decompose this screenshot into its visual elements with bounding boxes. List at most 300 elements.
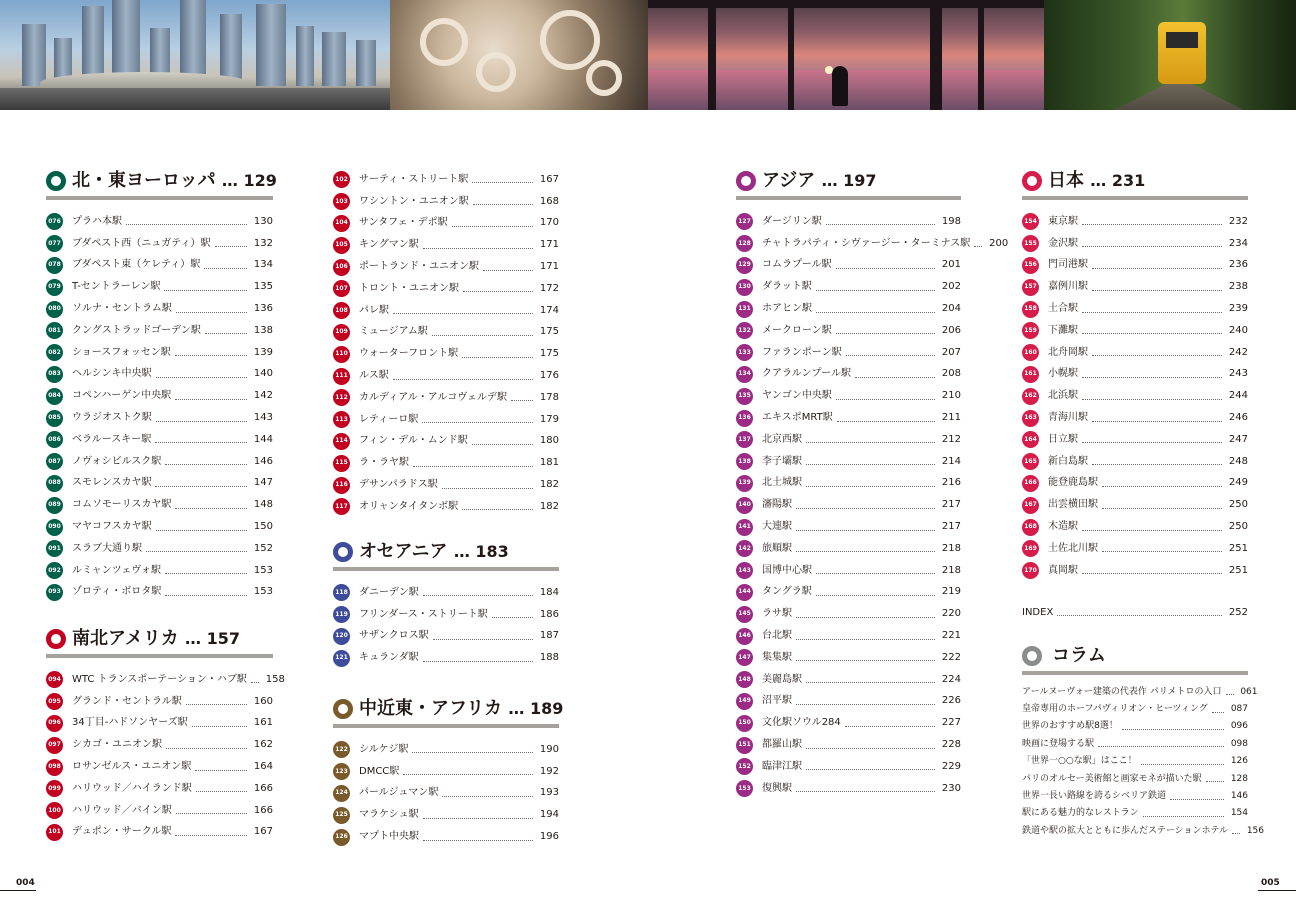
station-number-badge: 168: [1022, 519, 1039, 536]
section-start-page: … 189: [508, 699, 564, 718]
section-header: [333, 539, 559, 571]
page-number: 234: [1228, 237, 1248, 249]
dot-leader: [196, 791, 247, 792]
section-header: [46, 626, 273, 658]
page-number: 210: [941, 390, 961, 402]
station-entry[interactable]: [736, 233, 1009, 255]
station-entry[interactable]: [46, 429, 273, 451]
dot-leader: [1212, 712, 1224, 713]
station-name: T-セントラーレン駅: [72, 281, 161, 293]
station-name: ダラット駅: [762, 281, 812, 293]
station-name: キングマン駅: [359, 239, 419, 251]
column-title: 世界一長い路線を誇るシベリア鉄道: [1022, 791, 1167, 802]
dot-leader: [472, 182, 533, 183]
station-number-badge: 102: [333, 171, 350, 188]
page-number: 246: [1228, 412, 1248, 424]
station-entry[interactable]: [736, 211, 961, 233]
station-entry[interactable]: [1022, 560, 1248, 582]
station-number-badge: 157: [1022, 279, 1039, 296]
station-entry[interactable]: [333, 409, 559, 431]
dot-leader: [155, 442, 247, 443]
station-entry[interactable]: [736, 451, 961, 473]
page-number: 242: [1228, 346, 1248, 358]
station-number-badge: 113: [333, 411, 350, 428]
station-name: ダニーデン駅: [359, 586, 419, 598]
station-number-badge: 139: [736, 475, 753, 492]
station-entry[interactable]: [46, 734, 273, 756]
page-number: 150: [253, 521, 273, 533]
dot-leader: [423, 818, 533, 819]
station-number-badge: 122: [333, 741, 350, 758]
page-number: 175: [539, 348, 559, 360]
station-name: サンタフェ・デポ駅: [359, 217, 448, 229]
station-name: オリャンタイタンボ駅: [359, 500, 459, 512]
station-number-badge: 147: [736, 649, 753, 666]
dot-leader: [176, 312, 247, 313]
dot-leader: [186, 704, 247, 705]
station-entry[interactable]: [333, 213, 559, 235]
dot-leader: [1098, 746, 1224, 747]
station-name: 北土城駅: [762, 477, 802, 489]
station-entry[interactable]: [1022, 342, 1248, 364]
station-entry[interactable]: [46, 800, 273, 822]
dot-leader: [215, 246, 248, 247]
station-number-badge: 093: [46, 584, 63, 601]
station-name: 大連駅: [762, 521, 792, 533]
station-entry[interactable]: [1022, 298, 1248, 320]
station-entry[interactable]: [46, 320, 273, 342]
station-entry[interactable]: [46, 756, 273, 778]
station-entry[interactable]: [333, 647, 559, 669]
section-ring-icon: [736, 171, 756, 191]
column-entry[interactable]: [1022, 683, 1258, 700]
station-entry[interactable]: [46, 494, 273, 516]
page-number: 170: [539, 217, 559, 229]
dot-leader: [462, 357, 533, 358]
dot-leader: [165, 573, 247, 574]
station-name: 出雲横田駅: [1048, 499, 1098, 511]
station-entry[interactable]: [736, 756, 961, 778]
dot-leader: [806, 486, 935, 487]
station-number-badge: 161: [1022, 366, 1039, 383]
station-entry[interactable]: [1022, 429, 1248, 451]
station-entry[interactable]: [333, 783, 559, 805]
station-name: コムソモーリスカヤ駅: [72, 499, 172, 511]
dot-leader: [175, 508, 247, 509]
entry-list: [1022, 211, 1248, 582]
station-name: チャトラパティ・シヴァージー・ターミナス駅: [762, 237, 971, 249]
station-name: 日立駅: [1048, 433, 1078, 445]
station-entry[interactable]: [46, 691, 273, 713]
station-entry[interactable]: [333, 234, 559, 256]
station-entry[interactable]: [46, 778, 273, 800]
page-number: 240: [1228, 324, 1248, 336]
page-number: 208: [941, 368, 961, 380]
station-name: カルディアル・アルコヴェルデ駅: [359, 391, 507, 403]
station-name: ルス駅: [359, 370, 389, 382]
page-number: 221: [941, 630, 961, 642]
page-number: 171: [539, 239, 559, 251]
section-americas: [46, 626, 285, 843]
dot-leader: [176, 813, 247, 814]
station-number-badge: 162: [1022, 388, 1039, 405]
station-entry[interactable]: [736, 407, 961, 429]
station-name: サーティ・ストリート駅: [359, 173, 469, 185]
station-entry[interactable]: [736, 603, 961, 625]
column-entry[interactable]: [1022, 718, 1248, 735]
column-entry[interactable]: [1022, 787, 1248, 804]
column-entry[interactable]: [1022, 822, 1265, 839]
entry-list: [333, 582, 559, 669]
station-name: フィン・デル・ムンド駅: [359, 435, 468, 447]
station-name: 能登鹿島駅: [1048, 477, 1098, 489]
dot-leader: [1082, 224, 1222, 225]
station-number-badge: 158: [1022, 301, 1039, 318]
page-number: 217: [941, 521, 961, 533]
station-number-badge: 133: [736, 344, 753, 361]
section-title: 中近東・アフリカ: [359, 698, 503, 719]
column-entry[interactable]: [1022, 753, 1248, 770]
page-number: 186: [539, 608, 559, 620]
station-entry[interactable]: [46, 385, 273, 407]
station-entry[interactable]: [736, 342, 961, 364]
index-entry[interactable]: [1022, 607, 1248, 618]
station-entry[interactable]: [1022, 407, 1248, 429]
station-entry[interactable]: [1022, 233, 1248, 255]
page-number: 182: [539, 500, 559, 512]
station-entry[interactable]: [333, 804, 559, 826]
station-entry[interactable]: [736, 691, 961, 713]
station-entry[interactable]: [333, 761, 559, 783]
dot-leader: [1082, 246, 1222, 247]
station-entry[interactable]: [736, 625, 961, 647]
page-number: 222: [941, 651, 961, 663]
page-number: 098: [1230, 738, 1248, 749]
section-start-page: … 157: [185, 629, 240, 648]
page-number: 187: [539, 630, 559, 642]
station-name: DMCC駅: [359, 765, 400, 777]
station-name: 北京西駅: [762, 433, 802, 445]
station-name: 下灘駅: [1048, 324, 1078, 336]
station-name: レティーロ駅: [359, 413, 419, 425]
station-number-badge: 128: [736, 235, 753, 252]
station-number-badge: 114: [333, 433, 350, 450]
column-entry[interactable]: [1022, 805, 1248, 822]
station-number-badge: 138: [736, 453, 753, 470]
station-number-badge: 104: [333, 215, 350, 232]
station-entry[interactable]: [46, 669, 285, 691]
station-number-badge: 105: [333, 237, 350, 254]
station-entry[interactable]: [736, 538, 961, 560]
station-entry[interactable]: [736, 560, 961, 582]
page-number: 194: [539, 809, 559, 821]
page-number: 217: [941, 499, 961, 511]
station-number-badge: 096: [46, 715, 63, 732]
dot-leader: [204, 268, 247, 269]
station-name: スモレンスカヤ駅: [72, 477, 152, 489]
dot-leader: [1092, 421, 1222, 422]
dot-leader: [175, 835, 247, 836]
column-entry[interactable]: [1022, 735, 1248, 752]
station-number-badge: 164: [1022, 431, 1039, 448]
column-title: 鉄道や駅の拡大とともに歩んだステーションホテル: [1022, 825, 1229, 836]
station-entry[interactable]: [736, 647, 961, 669]
station-number-badge: 169: [1022, 540, 1039, 557]
station-entry[interactable]: [46, 473, 273, 495]
station-entry[interactable]: [736, 734, 961, 756]
station-entry[interactable]: [46, 233, 273, 255]
column-title: 映画に登場する駅: [1022, 738, 1095, 749]
station-entry[interactable]: [1022, 473, 1248, 495]
station-entry[interactable]: [1022, 320, 1248, 342]
station-number-badge: 087: [46, 453, 63, 470]
station-entry[interactable]: [333, 191, 559, 213]
page-number: 206: [941, 324, 961, 336]
station-entry[interactable]: [46, 713, 273, 735]
station-entry[interactable]: [1022, 451, 1248, 473]
station-number-badge: 152: [736, 758, 753, 775]
dot-leader: [1141, 764, 1224, 765]
station-entry[interactable]: [736, 429, 961, 451]
station-entry[interactable]: [46, 582, 273, 604]
page-number: 202: [941, 281, 961, 293]
station-entry[interactable]: [736, 516, 961, 538]
station-entry[interactable]: [333, 278, 559, 300]
dot-leader: [423, 661, 533, 662]
station-number-badge: 106: [333, 259, 350, 276]
dot-leader: [442, 488, 533, 489]
station-entry[interactable]: [46, 342, 273, 364]
station-number-badge: 129: [736, 257, 753, 274]
page-number: 164: [253, 761, 273, 773]
station-entry[interactable]: [736, 255, 961, 277]
page-number: 211: [941, 412, 961, 424]
page-number: 166: [253, 804, 273, 816]
station-name: ロサンゼルス・ユニオン駅: [72, 761, 192, 773]
dot-leader: [1082, 333, 1222, 334]
station-entry[interactable]: [1022, 516, 1248, 538]
station-entry[interactable]: [736, 385, 961, 407]
dot-leader: [974, 246, 982, 247]
station-entry[interactable]: [736, 298, 961, 320]
dot-leader: [164, 290, 247, 291]
column-entry[interactable]: [1022, 770, 1248, 787]
page-number: 247: [1228, 433, 1248, 445]
page-number: 061: [1240, 686, 1258, 697]
station-entry[interactable]: [46, 822, 273, 844]
station-name: ハリウッド／バイン駅: [72, 804, 172, 816]
station-number-badge: 170: [1022, 562, 1039, 579]
page-number: 238: [1228, 281, 1248, 293]
dot-leader: [1102, 551, 1222, 552]
station-number-badge: 083: [46, 366, 63, 383]
station-name: 34丁目-ハドソンヤーズ駅: [72, 717, 188, 729]
station-entry[interactable]: [1022, 255, 1248, 277]
station-number-badge: 115: [333, 455, 350, 472]
station-entry[interactable]: [333, 322, 559, 344]
station-entry[interactable]: [736, 778, 961, 800]
station-entry[interactable]: [333, 739, 559, 761]
station-number-badge: 086: [46, 431, 63, 448]
station-entry[interactable]: [333, 452, 559, 474]
station-entry[interactable]: [333, 604, 559, 626]
station-number-badge: 163: [1022, 410, 1039, 427]
station-name: ミュージアム駅: [359, 326, 428, 338]
station-name: フリンダース・ストリート駅: [359, 608, 488, 620]
section-ring-icon: [1022, 171, 1042, 191]
station-entry[interactable]: [46, 451, 273, 473]
dot-leader: [1082, 312, 1222, 313]
station-name: ワシントン・ユニオン駅: [359, 195, 469, 207]
station-entry[interactable]: [46, 516, 273, 538]
page-number: 172: [539, 282, 559, 294]
page-number: 184: [539, 586, 559, 598]
page-number: 181: [539, 457, 559, 469]
station-number-badge: 117: [333, 498, 350, 515]
dot-leader: [796, 639, 935, 640]
station-entry[interactable]: [333, 365, 559, 387]
station-entry[interactable]: [736, 320, 961, 342]
station-number-badge: 080: [46, 301, 63, 318]
column-title: 世界のおすすめ駅8選！: [1022, 721, 1118, 732]
station-entry[interactable]: [1022, 494, 1248, 516]
page-number: 224: [941, 673, 961, 685]
station-number-badge: 077: [46, 235, 63, 252]
station-entry[interactable]: [333, 496, 559, 518]
station-number-badge: 137: [736, 431, 753, 448]
station-entry[interactable]: [333, 582, 559, 604]
station-name: ブダペスト西（ニュガティ）駅: [72, 237, 211, 249]
station-name: 金沢駅: [1048, 237, 1078, 249]
column-list: [1022, 683, 1265, 840]
station-number-badge: 135: [736, 388, 753, 405]
column-title: アールヌーヴォー建築の代表作 パリメトロの入口: [1022, 686, 1222, 697]
station-name: 門司港駅: [1048, 259, 1088, 271]
station-entry[interactable]: [333, 169, 559, 191]
station-name: シカゴ・ユニオン駅: [72, 739, 162, 751]
section-title: コラム: [1052, 645, 1106, 666]
header-photo-strip: [0, 0, 1296, 110]
dot-leader: [1082, 442, 1222, 443]
station-entry[interactable]: [736, 582, 961, 604]
column-entry[interactable]: [1022, 700, 1248, 717]
station-entry[interactable]: [736, 669, 961, 691]
dot-leader: [836, 333, 935, 334]
station-name: 台北駅: [762, 630, 792, 642]
station-name: 国博中心駅: [762, 564, 812, 576]
station-entry[interactable]: [736, 494, 961, 516]
station-entry[interactable]: [333, 826, 559, 848]
dot-leader: [1092, 290, 1222, 291]
page-number: 167: [539, 173, 559, 185]
station-name: 木造駅: [1048, 521, 1078, 533]
dot-leader: [796, 791, 935, 792]
station-number-badge: 097: [46, 737, 63, 754]
station-name: ソルナ・セントラム駅: [72, 303, 172, 315]
station-entry[interactable]: [736, 712, 961, 734]
station-entry[interactable]: [46, 538, 273, 560]
station-name: ポートランド・ユニオン駅: [359, 261, 479, 273]
page-number: 214: [941, 455, 961, 467]
dot-leader: [423, 248, 533, 249]
dot-leader: [462, 509, 533, 510]
station-number-badge: 094: [46, 671, 63, 688]
station-number-badge: 124: [333, 785, 350, 802]
station-entry[interactable]: [333, 431, 559, 453]
page-number: 192: [539, 765, 559, 777]
page-number: 153: [253, 564, 273, 576]
station-name: シルケジ駅: [359, 743, 409, 755]
station-entry[interactable]: [46, 211, 273, 233]
page-number: 156: [1246, 825, 1265, 836]
station-entry[interactable]: [333, 387, 559, 409]
station-name: タングラ駅: [762, 586, 812, 598]
station-number-badge: 082: [46, 344, 63, 361]
station-name: 新白島駅: [1048, 455, 1088, 467]
station-name: ファランポーン駅: [762, 346, 842, 358]
station-name: ショースフォッセン駅: [72, 346, 171, 358]
station-number-badge: 155: [1022, 235, 1039, 252]
station-name: 土佐北川駅: [1048, 542, 1098, 554]
dot-leader: [511, 400, 533, 401]
dot-leader: [845, 726, 935, 727]
station-name: デュポン・サークル駅: [72, 826, 172, 838]
station-entry[interactable]: [333, 300, 559, 322]
station-entry[interactable]: [736, 364, 961, 386]
station-entry[interactable]: [1022, 538, 1248, 560]
station-name: 北浜駅: [1048, 390, 1078, 402]
dot-leader: [837, 421, 935, 422]
page-number: 198: [941, 215, 961, 227]
station-entry[interactable]: [1022, 211, 1248, 233]
station-entry[interactable]: [46, 276, 273, 298]
station-number-badge: 148: [736, 671, 753, 688]
page-number: 216: [941, 477, 961, 489]
station-entry[interactable]: [1022, 385, 1248, 407]
station-number-badge: 134: [736, 366, 753, 383]
station-entry[interactable]: [333, 256, 559, 278]
station-name: マヤコフスカヤ駅: [72, 521, 152, 533]
dot-leader: [796, 660, 935, 661]
station-entry[interactable]: [46, 298, 273, 320]
station-number-badge: 103: [333, 193, 350, 210]
dot-leader: [483, 270, 533, 271]
page-number: 250: [1228, 521, 1248, 533]
station-entry[interactable]: [333, 343, 559, 365]
station-entry[interactable]: [1022, 276, 1248, 298]
station-name: トロント・ユニオン駅: [359, 282, 459, 294]
station-entry[interactable]: [46, 255, 273, 277]
station-number-badge: 098: [46, 759, 63, 776]
station-number-badge: 132: [736, 322, 753, 339]
station-name: 瀋陽駅: [762, 499, 792, 511]
station-number-badge: 160: [1022, 344, 1039, 361]
section-header: [46, 168, 277, 200]
section-title: オセアニア: [359, 541, 448, 562]
station-entry[interactable]: [736, 473, 961, 495]
station-entry[interactable]: [46, 364, 273, 386]
station-entry[interactable]: [333, 474, 559, 496]
dot-leader: [855, 377, 935, 378]
station-entry[interactable]: [736, 276, 961, 298]
station-entry[interactable]: [46, 407, 273, 429]
page-number: 166: [253, 782, 273, 794]
station-entry[interactable]: [333, 626, 559, 648]
station-entry[interactable]: [1022, 364, 1248, 386]
station-name: エキスポMRT駅: [762, 412, 833, 424]
station-entry[interactable]: [46, 560, 273, 582]
dot-leader: [796, 551, 935, 552]
